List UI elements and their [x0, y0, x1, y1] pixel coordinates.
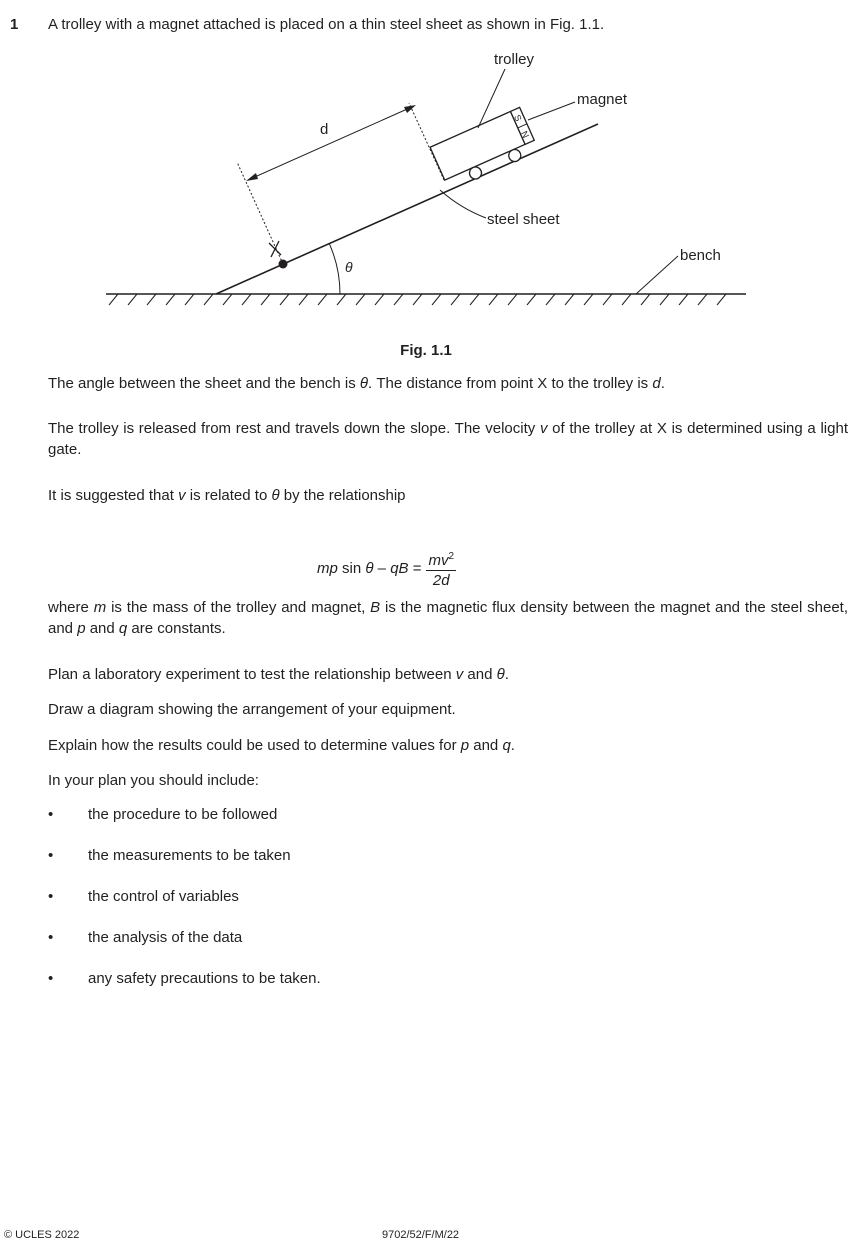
question-intro: A trolley with a magnet attached is placed on a thin steel sheet as shown in Fig. 1.1.	[48, 16, 605, 33]
bench-hatching	[109, 294, 726, 305]
list-item: • the control of variables	[48, 888, 239, 905]
dashed-line-trolley	[409, 103, 444, 180]
relationship-equation: mp sin θ – qB = $\frac{mv^2}{2d}$	[317, 548, 456, 589]
paragraph-definitions: where m is the mass of the trolley and magnet, B is the magnetic flux density between the magnet and the steel sheet, and p and q are constants.	[48, 599, 848, 637]
plan-bullet-list	[48, 806, 321, 1011]
figure-1-1	[0, 0, 852, 340]
list-item: • any safety precautions to be taken.	[48, 970, 321, 987]
angle-label: θ	[345, 259, 353, 275]
bullet-icon: •	[48, 847, 54, 864]
paragraph-include: In your plan you should include:	[48, 772, 259, 789]
bullet-icon: •	[48, 888, 54, 905]
dashed-line-x	[237, 162, 283, 264]
arrowhead-left-icon	[246, 173, 258, 181]
paragraph-release: The trolley is released from rest and travels down the slope. The velocity v of the trolley at X is determined using a light gate.	[48, 420, 848, 458]
list-item: • the analysis of the data	[48, 929, 243, 946]
figure-caption: Fig. 1.1	[400, 342, 452, 359]
steel-sheet-label: steel sheet	[487, 211, 560, 228]
bullet-icon: •	[48, 806, 54, 823]
bullet-icon: •	[48, 970, 54, 987]
paragraph-plan: Plan a laboratory experiment to test the relationship between v and θ.	[48, 666, 509, 683]
paragraph-diagram: Draw a diagram showing the arrangement of your equipment.	[48, 701, 456, 718]
distance-arrow	[248, 106, 414, 180]
paragraph-angle-distance: The angle between the sheet and the bench is θ. The distance from point X to the trolley is d.	[48, 375, 665, 392]
bench-label: bench	[680, 247, 721, 264]
footer-paper-code: 9702/52/F/M/22	[382, 1229, 460, 1241]
steel-sheet-line	[216, 124, 598, 294]
bullet-icon: •	[48, 929, 54, 946]
paragraph-explain: Explain how the results could be used to determine values for p and q.	[48, 737, 515, 754]
list-item: • the measurements to be taken	[48, 847, 291, 864]
distance-label: d	[320, 121, 329, 138]
magnet-pole-n: N	[519, 129, 532, 140]
paragraph-relationship-intro: It is suggested that v is related to θ by the relationship	[48, 487, 406, 504]
magnet-label: magnet	[577, 91, 628, 108]
question-number: 1	[10, 16, 19, 33]
list-item: • the procedure to be followed	[48, 806, 278, 823]
magnet-pole-s: S	[512, 113, 524, 123]
trolley-group	[430, 107, 539, 191]
trolley-label: trolley	[494, 51, 535, 68]
x-mark-icon	[269, 241, 281, 257]
arrowhead-right-icon	[404, 105, 416, 113]
equation-fraction: $\frac{mv^2}{2d}$	[426, 548, 456, 589]
footer-copyright: © UCLES 2022	[4, 1229, 80, 1241]
angle-arc	[329, 243, 340, 294]
